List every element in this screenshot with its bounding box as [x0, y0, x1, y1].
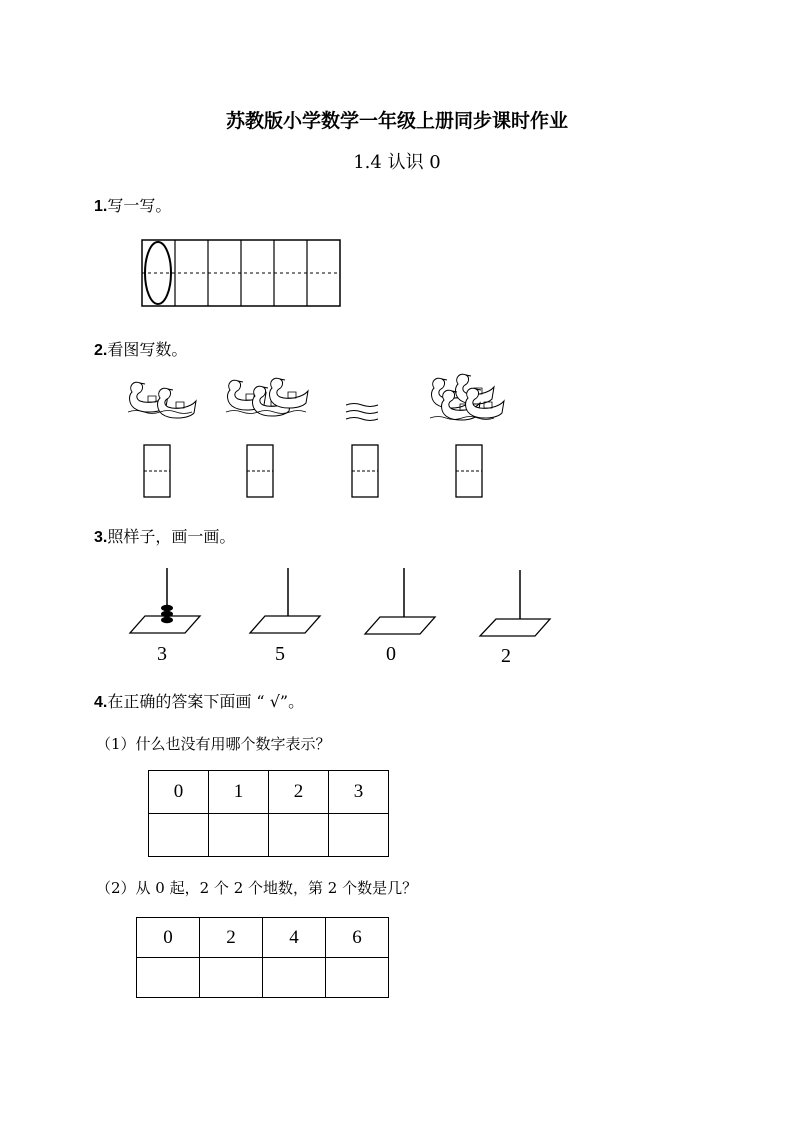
answer-cell[interactable] [200, 958, 263, 998]
question-2-number: 2. [94, 342, 108, 359]
bead [161, 605, 173, 611]
question-3-number: 3. [94, 529, 108, 546]
abacus-five [250, 568, 320, 633]
abacus-label-2: 5 [275, 643, 285, 665]
answer-cell[interactable] [269, 814, 329, 857]
abacus-two [480, 570, 550, 636]
option-cell: 0 [149, 771, 209, 814]
answer-cell[interactable] [209, 814, 269, 857]
question-2-text: 看图写数。 [107, 340, 188, 359]
question-4-part-2-prompt: （2）从 0 起，2 个 2 个地数，第 2 个数是几？ [96, 879, 418, 897]
option-cell: 2 [269, 771, 329, 814]
bead [161, 617, 173, 623]
answer-cell[interactable] [326, 958, 389, 998]
answer-cell[interactable] [137, 958, 200, 998]
option-cell: 2 [200, 918, 263, 958]
question-4-number: 4. [94, 694, 108, 711]
option-cell: 6 [326, 918, 389, 958]
option-cell: 3 [329, 771, 389, 814]
question-1-number: 1. [94, 198, 108, 215]
answer-table-2 [136, 917, 389, 998]
question-4-text: 在正确的答案下面画 “ √”。 [107, 692, 305, 711]
question-3-text: 照样子，画一画。 [107, 527, 236, 546]
option-cell: 1 [209, 771, 269, 814]
option-cell: 0 [137, 918, 200, 958]
abacus-label-3: 0 [386, 643, 396, 665]
section-subtitle: 1.4 认识 0 [353, 152, 441, 173]
answer-table-1 [148, 770, 389, 857]
abacus-label-1: 3 [157, 643, 167, 665]
question-1-text: 写一写。 [107, 196, 172, 215]
question-4 [94, 689, 304, 712]
abacus-zero [365, 568, 435, 634]
answer-cell[interactable] [263, 958, 326, 998]
abacus-label-4: 2 [501, 645, 511, 667]
page-title: 苏教版小学数学一年级上册同步课时作业 [225, 110, 568, 132]
answer-cell[interactable] [329, 814, 389, 857]
abacus-example [130, 568, 200, 633]
option-cell: 4 [263, 918, 326, 958]
bead [161, 611, 173, 617]
answer-cell[interactable] [149, 814, 209, 857]
question-4-part-1-prompt: （1）什么也没有用哪个数字表示？ [96, 735, 331, 753]
